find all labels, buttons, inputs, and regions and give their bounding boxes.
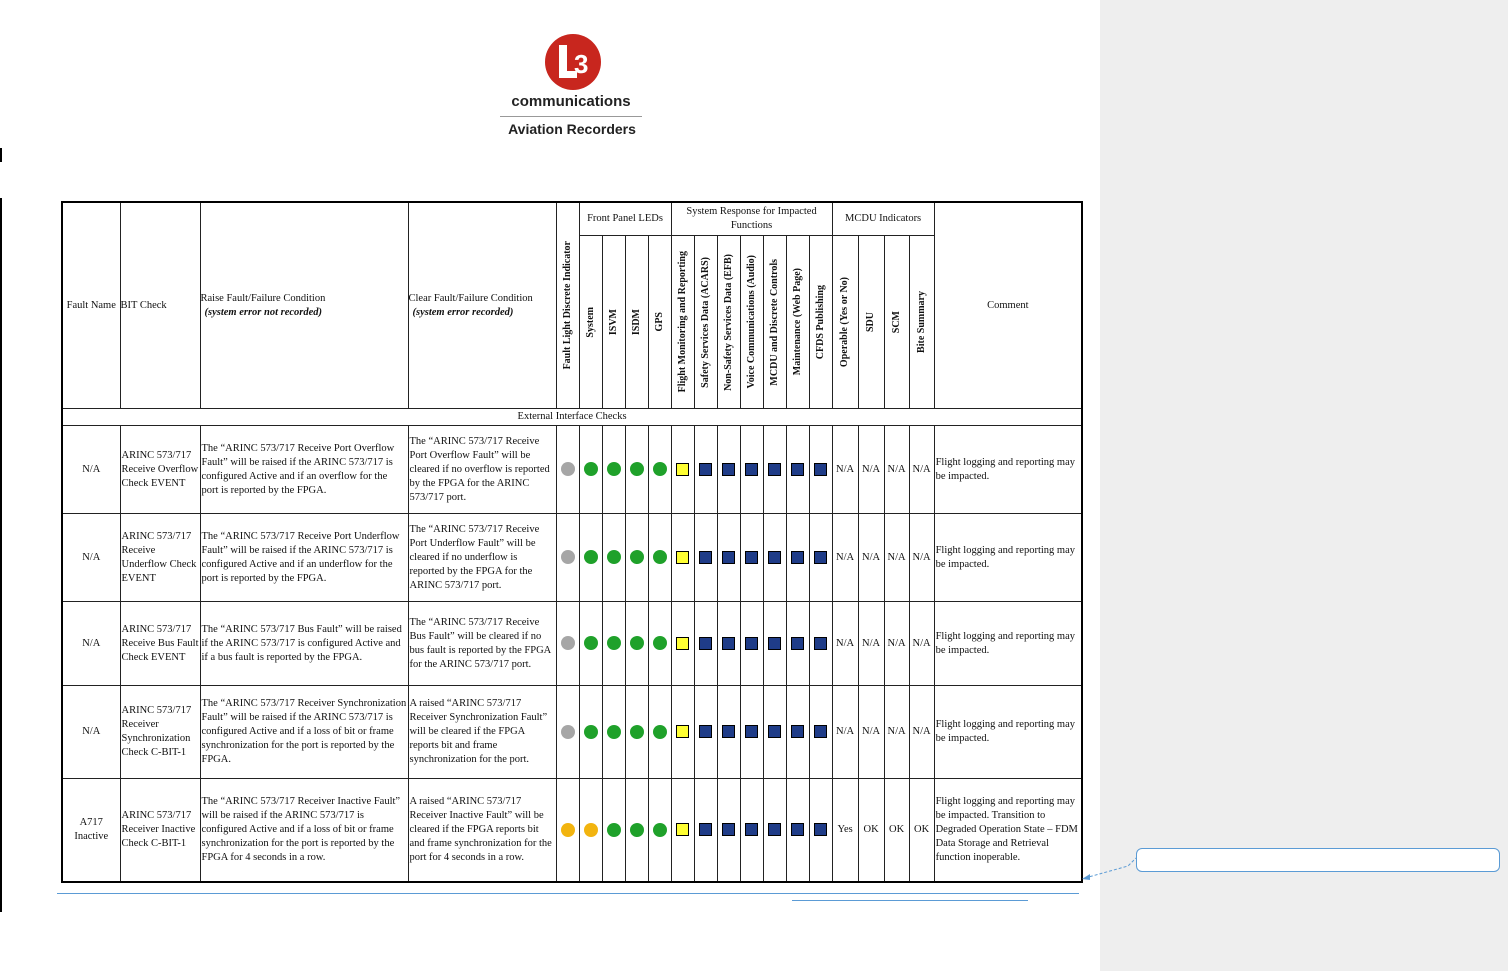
- function-status-indicator-cell: [717, 426, 740, 514]
- function-status-indicator-cell: [671, 514, 694, 602]
- table-row: [62, 426, 1082, 514]
- header-system-response: System Response for Impacted Functions: [671, 202, 832, 236]
- bit-check-cell: ARINC 573/717 Receive Bus Fault Check EVENT: [120, 602, 200, 686]
- mcdu-value-cell: OK: [884, 779, 909, 882]
- header-response-col: [763, 236, 786, 409]
- company-logo: [490, 33, 660, 143]
- function-status-indicator-cell: [717, 779, 740, 882]
- function-status-indicator: [745, 551, 758, 564]
- fault-name-cell: N/A: [62, 514, 120, 602]
- function-status-indicator: [768, 725, 781, 738]
- function-status-indicator-cell: [763, 514, 786, 602]
- function-status-indicator: [722, 551, 735, 564]
- led-indicator-cell: [602, 426, 625, 514]
- led-indicator: [653, 462, 667, 476]
- header-mcdu-col: [909, 236, 934, 409]
- led-indicator-cell: [579, 686, 602, 779]
- raise-condition-cell: The “ARINC 573/717 Receiver Synchronization Fault” will be raised if the ARINC 573/717 is configured Active and if a loss of bit or frame synchronization for the port is reported by the FPGA.: [200, 686, 408, 779]
- function-status-indicator-cell: [786, 514, 809, 602]
- mcdu-value-cell: N/A: [832, 514, 858, 602]
- led-indicator: [653, 636, 667, 650]
- fault-light-indicator: [561, 725, 575, 739]
- header-fault-name: Fault Name: [62, 202, 120, 409]
- mcdu-value-cell: N/A: [858, 514, 884, 602]
- header-mcdu-col-label: SCM: [890, 310, 902, 334]
- function-status-indicator-cell: [763, 779, 786, 882]
- header-clear-condition: [408, 202, 556, 409]
- mcdu-value-cell: N/A: [909, 686, 934, 779]
- function-status-indicator: [676, 725, 689, 738]
- mcdu-value-cell: N/A: [909, 602, 934, 686]
- function-status-indicator: [814, 637, 827, 650]
- header-led-col-label: System: [584, 306, 596, 338]
- function-status-indicator: [699, 463, 712, 476]
- function-status-indicator-cell: [671, 602, 694, 686]
- function-status-indicator: [791, 551, 804, 564]
- led-indicator: [584, 462, 598, 476]
- function-status-indicator-cell: [786, 426, 809, 514]
- header-led-col: [602, 236, 625, 409]
- function-status-indicator-cell: [809, 686, 832, 779]
- header-comment: Comment: [934, 202, 1082, 409]
- function-status-indicator-cell: [694, 514, 717, 602]
- mcdu-value-cell: N/A: [909, 514, 934, 602]
- fault-matrix-table: [61, 201, 1083, 883]
- header-response-col: [717, 236, 740, 409]
- function-status-indicator-cell: [786, 602, 809, 686]
- function-status-indicator: [722, 823, 735, 836]
- clear-condition-cell: The “ARINC 573/717 Receive Bus Fault” will be cleared if no bus fault is reported by the FPGA for the ARINC 573/717 port.: [408, 602, 556, 686]
- raise-condition-cell: The “ARINC 573/717 Receiver Inactive Fault” will be raised if the ARINC 573/717 is configured Active and if a loss of bit or frame synchronization for the port is reported by the FPGA for 4 seconds in a row.: [200, 779, 408, 882]
- header-response-col-label: Non-Safety Services Data (EFB): [722, 253, 734, 391]
- bit-check-cell: ARINC 573/717 Receive Underflow Check EVENT: [120, 514, 200, 602]
- led-indicator-cell: [602, 514, 625, 602]
- fault-name-cell: N/A: [62, 602, 120, 686]
- led-indicator: [584, 823, 598, 837]
- comment-cell: Flight logging and reporting may be impacted.: [934, 426, 1082, 514]
- logo-divider: [500, 116, 642, 117]
- fault-name-cell: N/A: [62, 686, 120, 779]
- function-status-indicator: [814, 551, 827, 564]
- function-status-indicator: [814, 725, 827, 738]
- fault-light-indicator: [561, 462, 575, 476]
- header-led-col-label: GPS: [653, 312, 665, 332]
- fault-light-indicator-cell: [556, 779, 579, 882]
- function-status-indicator: [699, 637, 712, 650]
- header-response-col-label: Maintenance (Web Page): [791, 268, 803, 376]
- function-status-indicator-cell: [717, 686, 740, 779]
- change-bar: [0, 148, 2, 162]
- led-indicator: [584, 636, 598, 650]
- led-indicator: [607, 550, 621, 564]
- function-status-indicator-cell: [763, 686, 786, 779]
- header-response-col: [786, 236, 809, 409]
- bit-check-cell: ARINC 573/717 Receive Overflow Check EVENT: [120, 426, 200, 514]
- table-row: [62, 686, 1082, 779]
- comment-balloon[interactable]: [1136, 848, 1500, 872]
- header-raise-condition: [200, 202, 408, 409]
- mcdu-value-cell: N/A: [858, 602, 884, 686]
- mcdu-value-cell: N/A: [832, 602, 858, 686]
- raise-condition-cell: The “ARINC 573/717 Receive Port Underflow Fault” will be raised if the ARINC 573/717 is configured Active and if an underflow for the port is reported by the FPGA.: [200, 514, 408, 602]
- header-led-col-label: ISVM: [607, 308, 619, 336]
- function-status-indicator: [676, 823, 689, 836]
- led-indicator-cell: [648, 602, 671, 686]
- fault-light-label: Fault Light Discrete Indicator: [561, 241, 573, 370]
- clear-condition-cell: A raised “ARINC 573/717 Receiver Inactive Fault” will be cleared if the FPGA reports bit and frame synchronization for the port for 4 seconds in a row.: [408, 779, 556, 882]
- clear-condition-cell: A raised “ARINC 573/717 Receiver Synchronization Fault” will be cleared if the FPGA reports bit and frame synchronization for the port.: [408, 686, 556, 779]
- mcdu-value-cell: Yes: [832, 779, 858, 882]
- logo-division-text: Aviation Recorders: [508, 121, 636, 137]
- bit-check-cell: ARINC 573/717 Receiver Inactive Check C-BIT-1: [120, 779, 200, 882]
- function-status-indicator: [745, 823, 758, 836]
- led-indicator: [630, 462, 644, 476]
- function-status-indicator-cell: [671, 686, 694, 779]
- section-title: External Interface Checks: [62, 409, 1082, 426]
- function-status-indicator: [768, 463, 781, 476]
- function-status-indicator: [791, 637, 804, 650]
- function-status-indicator: [722, 725, 735, 738]
- table-row: [62, 602, 1082, 686]
- clear-condition-cell: The “ARINC 573/717 Receive Port Underflow Fault” will be cleared if no underflow is reported by the FPGA for the ARINC 573/717 port.: [408, 514, 556, 602]
- header-response-col: [694, 236, 717, 409]
- header-led-col: [579, 236, 602, 409]
- led-indicator-cell: [625, 514, 648, 602]
- header-mcdu-col-label: Operable (Yes or No): [839, 276, 851, 368]
- bit-check-cell: ARINC 573/717 Receiver Synchronization Check C-BIT-1: [120, 686, 200, 779]
- function-status-indicator: [745, 463, 758, 476]
- function-status-indicator: [722, 637, 735, 650]
- table-row: [62, 514, 1082, 602]
- function-status-indicator: [745, 637, 758, 650]
- comment-cell: Flight logging and reporting may be impacted.: [934, 686, 1082, 779]
- table-row: [62, 779, 1082, 882]
- mcdu-value-cell: OK: [858, 779, 884, 882]
- led-indicator-cell: [648, 686, 671, 779]
- function-status-indicator-cell: [717, 602, 740, 686]
- function-status-indicator-cell: [671, 426, 694, 514]
- comment-cell: Flight logging and reporting may be impacted.: [934, 514, 1082, 602]
- function-status-indicator-cell: [740, 602, 763, 686]
- function-status-indicator-cell: [740, 514, 763, 602]
- mcdu-value-cell: N/A: [884, 426, 909, 514]
- raise-title: Raise Fault/Failure Condition: [200, 292, 326, 304]
- function-status-indicator-cell: [786, 779, 809, 882]
- footer-link-underline: [792, 900, 1028, 901]
- led-indicator: [607, 823, 621, 837]
- function-status-indicator: [699, 725, 712, 738]
- function-status-indicator-cell: [763, 602, 786, 686]
- function-status-indicator-cell: [809, 779, 832, 882]
- function-status-indicator-cell: [740, 426, 763, 514]
- function-status-indicator: [722, 463, 735, 476]
- function-status-indicator: [791, 725, 804, 738]
- fault-light-indicator: [561, 636, 575, 650]
- header-response-col-label: MCDU and Discrete Controls: [768, 258, 780, 386]
- function-status-indicator-cell: [740, 686, 763, 779]
- mcdu-value-cell: N/A: [909, 426, 934, 514]
- l3-logo-mark: [544, 33, 602, 91]
- header-mcdu-col-label: Bite Summary: [915, 291, 927, 353]
- logo-company-text: communications: [511, 93, 631, 110]
- led-indicator-cell: [579, 514, 602, 602]
- function-status-indicator-cell: [671, 779, 694, 882]
- led-indicator-cell: [602, 602, 625, 686]
- header-mcdu-col: [884, 236, 909, 409]
- change-bar: [0, 198, 2, 912]
- led-indicator-cell: [648, 514, 671, 602]
- function-status-indicator-cell: [694, 602, 717, 686]
- header-response-col: [740, 236, 763, 409]
- fault-name-cell: N/A: [62, 426, 120, 514]
- clear-title: Clear Fault/Failure Condition: [408, 292, 533, 304]
- header-led-col: [625, 236, 648, 409]
- led-indicator: [607, 636, 621, 650]
- function-status-indicator-cell: [786, 686, 809, 779]
- led-indicator: [584, 725, 598, 739]
- led-indicator-cell: [602, 779, 625, 882]
- led-indicator-cell: [625, 686, 648, 779]
- function-status-indicator-cell: [809, 514, 832, 602]
- function-status-indicator: [676, 637, 689, 650]
- function-status-indicator: [676, 463, 689, 476]
- mcdu-value-cell: OK: [909, 779, 934, 882]
- function-status-indicator: [814, 823, 827, 836]
- function-status-indicator-cell: [694, 686, 717, 779]
- function-status-indicator: [791, 823, 804, 836]
- clear-note: (system error recorded): [412, 306, 514, 318]
- led-indicator: [630, 725, 644, 739]
- led-indicator-cell: [625, 426, 648, 514]
- header-response-col-label: Voice Communications (Audio): [745, 255, 757, 389]
- fault-light-indicator-cell: [556, 514, 579, 602]
- mcdu-value-cell: N/A: [884, 686, 909, 779]
- header-response-col-label: CFDS Publishing: [814, 284, 826, 360]
- led-indicator-cell: [579, 779, 602, 882]
- header-led-col: [648, 236, 671, 409]
- led-indicator: [653, 725, 667, 739]
- function-status-indicator: [676, 551, 689, 564]
- function-status-indicator: [768, 551, 781, 564]
- comment-cell: Flight logging and reporting may be impacted. Transition to Degraded Operation State – FDM Data Storage and Retrieval function inoperable.: [934, 779, 1082, 882]
- section-row: [62, 409, 1082, 426]
- led-indicator: [630, 550, 644, 564]
- led-indicator-cell: [579, 602, 602, 686]
- raise-condition-cell: The “ARINC 573/717 Bus Fault” will be raised if the ARINC 573/717 is configured Active and if a bus fault is reported by the FPGA.: [200, 602, 408, 686]
- function-status-indicator-cell: [809, 426, 832, 514]
- mcdu-value-cell: N/A: [884, 602, 909, 686]
- function-status-indicator: [699, 823, 712, 836]
- mcdu-value-cell: N/A: [858, 686, 884, 779]
- fault-light-indicator: [561, 550, 575, 564]
- led-indicator-cell: [648, 426, 671, 514]
- function-status-indicator-cell: [694, 426, 717, 514]
- fault-light-indicator: [561, 823, 575, 837]
- function-status-indicator-cell: [740, 779, 763, 882]
- led-indicator-cell: [579, 426, 602, 514]
- mcdu-value-cell: N/A: [832, 426, 858, 514]
- function-status-indicator-cell: [694, 779, 717, 882]
- header-mcdu-col-label: SDU: [865, 311, 877, 332]
- header-response-col: [671, 236, 694, 409]
- fault-light-indicator-cell: [556, 686, 579, 779]
- function-status-indicator: [768, 637, 781, 650]
- header-bit-check: BIT Check: [120, 202, 200, 409]
- function-status-indicator: [814, 463, 827, 476]
- header-response-col-label: Safety Services Data (ACARS): [699, 256, 711, 388]
- led-indicator: [630, 636, 644, 650]
- function-status-indicator: [791, 463, 804, 476]
- led-indicator: [607, 462, 621, 476]
- clear-condition-cell: The “ARINC 573/717 Receive Port Overflow Fault” will be cleared if no overflow is reported by the FPGA for the ARINC 573/717 port.: [408, 426, 556, 514]
- function-status-indicator: [745, 725, 758, 738]
- mcdu-value-cell: N/A: [832, 686, 858, 779]
- footer-rule: [57, 893, 1079, 894]
- mcdu-value-cell: N/A: [884, 514, 909, 602]
- led-indicator: [630, 823, 644, 837]
- header-mcdu-col: [858, 236, 884, 409]
- function-status-indicator-cell: [717, 514, 740, 602]
- led-indicator: [607, 725, 621, 739]
- function-status-indicator: [699, 551, 712, 564]
- led-indicator-cell: [625, 779, 648, 882]
- mcdu-value-cell: N/A: [858, 426, 884, 514]
- header-fault-light: [556, 202, 579, 409]
- raise-condition-cell: The “ARINC 573/717 Receive Port Overflow Fault” will be raised if the ARINC 573/717 is configured Active and if an overflow for the port is reported by the FPGA.: [200, 426, 408, 514]
- led-indicator-cell: [602, 686, 625, 779]
- led-indicator: [584, 550, 598, 564]
- raise-note: (system error not recorded): [204, 306, 323, 318]
- led-indicator-cell: [625, 602, 648, 686]
- fault-light-indicator-cell: [556, 426, 579, 514]
- fault-name-cell: A717 Inactive: [62, 779, 120, 882]
- led-indicator: [653, 823, 667, 837]
- function-status-indicator-cell: [763, 426, 786, 514]
- comment-cell: Flight logging and reporting may be impacted.: [934, 602, 1082, 686]
- table-body: [62, 409, 1082, 882]
- function-status-indicator: [768, 823, 781, 836]
- comments-pane: [1100, 0, 1508, 971]
- header-response-col: [809, 236, 832, 409]
- header-led-col-label: ISDM: [630, 308, 642, 336]
- header-mcdu-indicators: MCDU Indicators: [832, 202, 934, 236]
- led-indicator-cell: [648, 779, 671, 882]
- header-front-panel-leds: Front Panel LEDs: [579, 202, 671, 236]
- header-mcdu-col: [832, 236, 858, 409]
- svg-text:3: 3: [574, 49, 589, 79]
- function-status-indicator-cell: [809, 602, 832, 686]
- header-response-col-label: Flight Monitoring and Reporting: [676, 251, 688, 393]
- led-indicator: [653, 550, 667, 564]
- fault-light-indicator-cell: [556, 602, 579, 686]
